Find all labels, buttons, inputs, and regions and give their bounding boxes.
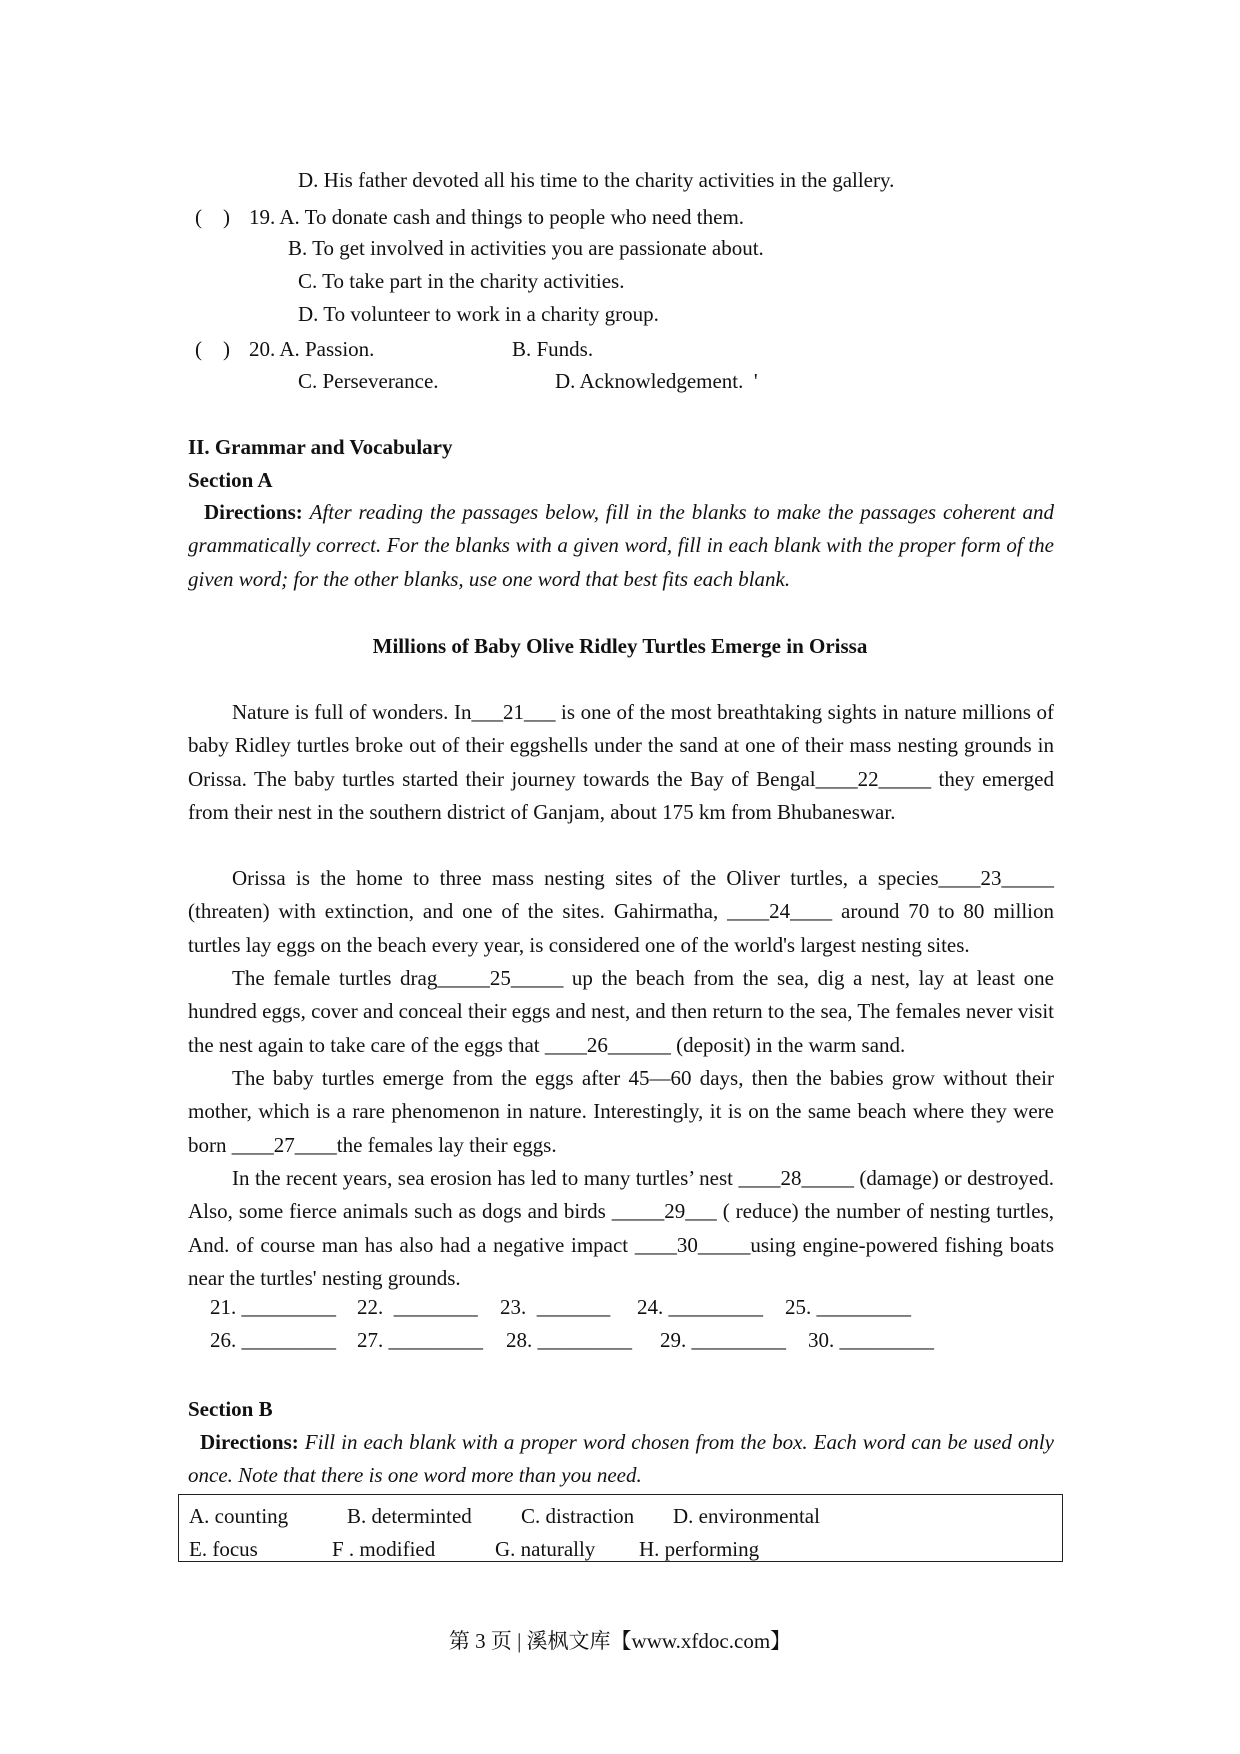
answer-bracket-19: ( ) [195,205,230,229]
word-option-g: G. naturally [495,1537,596,1561]
answer-bracket-20: ( ) [195,337,230,361]
answer-blank-26: 26. _________ [210,1328,336,1352]
word-option-e: E. focus [189,1537,258,1561]
passage-paragraph: The baby turtles emerge from the eggs after 45—60 days, then the babies grow without their mother, which is a rare phenomenon in nature. Interestingly, it is on the same beach where they were born ____27____the females lay their eggs. [188,1066,1054,1157]
answer-blank-24: 24. _________ [637,1295,763,1319]
passage-title: Millions of Baby Olive Ridley Turtles Emerge in Orissa [372,634,868,658]
section-a-heading: Section A [188,468,273,492]
word-option-b: B. determinted [347,1504,472,1528]
section-a-directions [188,496,1054,596]
q20-option-d: D. Acknowledgement. ' [555,369,758,393]
section-b-directions [188,1426,1054,1493]
q20-option-a: 20. A. Passion. [249,337,375,361]
q19-option-c: C. To take part in the charity activities. [298,269,625,293]
word-option-h: H. performing [639,1537,760,1561]
word-box [178,1494,1063,1562]
answer-blank-28: 28. _________ [506,1328,632,1352]
answer-blank-23: 23. _______ [500,1295,611,1319]
directions-label: Directions: [200,1430,299,1454]
answer-blank-22: 22. ________ [357,1295,478,1319]
page-footer: 第 3 页 | 溪枫文库【www.xfdoc.com】 [448,1629,792,1653]
passage-paragraph: In the recent years, sea erosion has led to many turtles’ nest ____28_____ (damage) or destroyed. Also, some fierce animals such as dogs and birds _____29___ ( reduce) the number of nesting turtles, And. of course man has also had a negative impact ____30_____using engine-powered fishing boats near the turtles' nesting grounds. [188,1166,1054,1290]
word-option-d: D. environmental [673,1504,820,1528]
answer-blank-27: 27. _________ [357,1328,483,1352]
answer-blank-25: 25. _________ [785,1295,911,1319]
passage-paragraph: The female turtles drag_____25_____ up the beach from the sea, dig a nest, lay at least one hundred eggs, cover and conceal their eggs and nest, and then return to the sea, The females never visit the nest again to take care of the eggs that ____26______ (deposit) in the warm sand. [188,966,1054,1057]
answer-blank-21: 21. _________ [210,1295,336,1319]
q20-option-c: C. Perseverance. [298,369,439,393]
answer-blank-29: 29. _________ [660,1328,786,1352]
passage-paragraph: Nature is full of wonders. In___21___ is one of the most breathtaking sights in nature millions of baby Ridley turtles broke out of their eggshells under the sand at one of their mass nesting grounds in Orissa. The baby turtles started their journey towards the Bay of Bengal____22_____ they emerged from their nest in the southern district of Ganjam, about 175 km from Bhubaneswar. [188,700,1054,824]
directions-label: Directions: [204,500,303,524]
q20-option-b: B. Funds. [512,337,594,361]
q19-option-d: D. To volunteer to work in a charity group. [298,302,659,326]
word-option-a: A. counting [189,1504,289,1528]
word-option-f: F . modified [332,1537,436,1561]
q19-option-a: 19. A. To donate cash and things to people who need them. [249,205,745,229]
answer-blank-30: 30. _________ [808,1328,934,1352]
q19-option-b: B. To get involved in activities you are passionate about. [288,236,764,260]
q18-option-d: D. His father devoted all his time to the charity activities in the gallery. [298,168,895,192]
section-heading: II. Grammar and Vocabulary [188,435,453,459]
directions-text: After reading the passages below, fill in the blanks to make the passages coherent and grammatically correct. For the blanks with a given word, fill in each blank with the proper form of the given word; for the other blanks, use one word that best fits each blank. [188,500,1054,591]
section-b-heading: Section B [188,1397,273,1421]
word-option-c: C. distraction [521,1504,635,1528]
directions-text: Fill in each blank with a proper word chosen from the box. Each word can be used only once. Note that there is one word more than you need. [188,1430,1055,1488]
passage-paragraph: Orissa is the home to three mass nesting sites of the Oliver turtles, a species____23_____ (threaten) with extinction, and one of the sites. Gahirmatha, ____24____ around 70 to 80 million turtles lay eggs on the beach every year, is considered one of the world's largest nesting sites. [188,866,1054,957]
